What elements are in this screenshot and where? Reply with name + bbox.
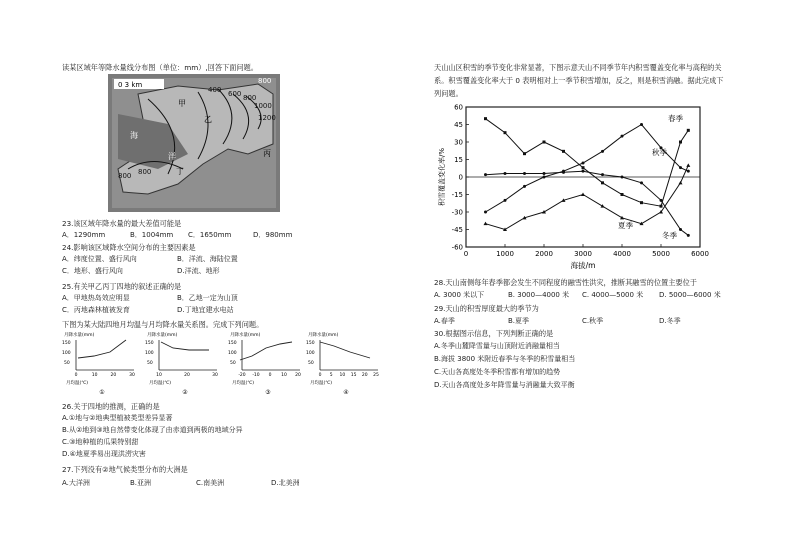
series-label-winter: 冬季 xyxy=(662,231,677,240)
series-point xyxy=(660,205,663,208)
series-point xyxy=(601,181,604,184)
series-point xyxy=(484,173,487,176)
climate-ytick: 150 xyxy=(306,341,315,346)
q24-option-b[interactable]: B．洋流、海陆位置 xyxy=(177,255,238,263)
q28-option-c[interactable]: C. 4000—5000 米 xyxy=(582,291,644,299)
climate-ytick: 50 xyxy=(308,361,314,366)
right-intro-line-3: 列问题。 xyxy=(434,89,463,98)
q25-option-b[interactable]: B．乙地一定为山顶 xyxy=(177,294,238,302)
series-point xyxy=(640,123,643,126)
series-point xyxy=(687,234,690,237)
series-point xyxy=(679,166,682,169)
series-point xyxy=(582,166,585,169)
y-axis-label: 积雪覆盖变化率/% xyxy=(438,147,446,207)
intro-text: 读某区域年等降水量线分布图（单位：mm）,回答下面问题。 xyxy=(62,63,258,72)
q27-option-c[interactable]: C.南美洲 xyxy=(196,479,225,487)
series-point xyxy=(621,193,624,196)
q29-option-b[interactable]: B.夏季 xyxy=(508,317,530,325)
series-point xyxy=(582,162,585,165)
x-tick-label: 3000 xyxy=(574,250,592,258)
q29-option-d[interactable]: D.冬季 xyxy=(659,317,681,325)
climate-xtick: 25 xyxy=(373,373,379,378)
map-label-jia: 甲 xyxy=(178,99,186,108)
y-tick-label: 60 xyxy=(454,103,463,112)
series-point xyxy=(660,199,663,202)
climate-xtick: 10 xyxy=(281,373,287,378)
series-point xyxy=(621,135,624,138)
right-intro-line-2: 系。积雪覆盖变化率大于 0 表明相对上一季节积雪增加，反之，则是积雪消融。据此完成下 xyxy=(434,76,724,85)
climate-ylabel: 月降水量(mm) xyxy=(64,333,95,338)
y-tick-label: -15 xyxy=(451,191,463,199)
climate-ytick: 100 xyxy=(62,351,71,356)
q23-option-b[interactable]: B．1004mm xyxy=(130,231,174,239)
q30-option-d[interactable]: D.天山各高度处多年降雪量与消融量大致平衡 xyxy=(434,381,575,389)
q26-stem: 26.关于四地的推测，正确的是 xyxy=(62,402,160,411)
series-point xyxy=(504,172,507,175)
series-point xyxy=(562,150,565,153)
climate-xlabel: 月均温(℃) xyxy=(66,381,89,386)
climate-chart-number: ③ xyxy=(265,389,271,396)
right-intro-line-1: 天山山区积雪的季节变化非常显著，下图示意天山不同季节年内积雪覆盖变化率与高程的关 xyxy=(434,63,722,72)
climate-xtick: 30 xyxy=(129,373,135,378)
series-point xyxy=(523,185,526,188)
x-tick-label: 1000 xyxy=(496,250,514,258)
climate-xtick: 30 xyxy=(212,373,218,378)
climate-ylabel: 月降水量(mm) xyxy=(230,333,261,338)
q27-option-b[interactable]: B.亚洲 xyxy=(130,479,152,487)
q30-stem: 30.根据图示信息，下列判断正确的是 xyxy=(434,329,554,338)
q24-option-c[interactable]: C．地形、盛行风向 xyxy=(62,267,123,275)
climate-chart-number: ② xyxy=(182,389,188,396)
climate-ytick: 150 xyxy=(228,341,237,346)
series-point xyxy=(543,176,546,179)
q28-option-b[interactable]: B. 3000—4000 米 xyxy=(508,291,570,299)
q28-option-a[interactable]: A. 3000 米以下 xyxy=(434,291,485,299)
contour-label: 800 xyxy=(258,77,272,85)
climate-xtick: 10 xyxy=(156,373,162,378)
q29-option-a[interactable]: A.春季 xyxy=(434,317,455,325)
climate-chart-3 xyxy=(228,330,304,396)
climate-ytick: 150 xyxy=(145,341,154,346)
climate-xlabel: 月均温(℃) xyxy=(232,381,255,386)
climate-xtick: 20 xyxy=(184,373,190,378)
climate-xtick: 10 xyxy=(91,373,98,378)
y-tick-label: -30 xyxy=(451,208,463,217)
climate-xlabel: 月均温(℃) xyxy=(310,381,333,386)
contour-label: 800 xyxy=(243,94,257,102)
series-label-autumn: 秋季 xyxy=(652,148,667,157)
q26-option-d[interactable]: D.④地夏季易出现洪涝灾害 xyxy=(62,450,146,458)
series-point xyxy=(679,228,682,231)
q23-stem: 23.该区域年降水量的最大差值可能是 xyxy=(62,219,182,228)
series-line-2 xyxy=(486,125,689,213)
y-tick-label: 45 xyxy=(454,121,463,129)
map-label-bing: 丙 xyxy=(263,149,271,158)
climate-ylabel: 月降水量(mm) xyxy=(147,333,178,338)
contour-label: 1000 xyxy=(254,102,272,110)
climate-xtick: 0 xyxy=(268,373,272,378)
q26-option-c[interactable]: C.③地种植的瓜果特别甜 xyxy=(62,438,139,446)
q30-option-b[interactable]: B.海拔 3800 米附近春季与冬季的积雪量相当 xyxy=(434,355,576,363)
series-point xyxy=(484,117,487,120)
climate-chart-4 xyxy=(306,330,382,396)
map-label-yang: 洋 xyxy=(168,152,176,161)
map-label-hai: 海 xyxy=(130,131,138,140)
q25-option-d[interactable]: D.丁地宜建水电站 xyxy=(177,306,234,314)
series-point xyxy=(601,150,604,153)
series-point xyxy=(582,170,585,173)
x-tick-label: 4000 xyxy=(613,250,631,258)
series-label-spring: 春季 xyxy=(668,114,683,123)
series-point xyxy=(562,171,565,174)
q30-option-c[interactable]: C.天山各高度处冬季积雪都有增加的趋势 xyxy=(434,368,561,376)
q29-option-c[interactable]: C.秋季 xyxy=(582,317,604,325)
q26-option-b[interactable]: B.从②地到③地自然带变化体现了由赤道到两极的地域分异 xyxy=(62,426,243,434)
q23-option-a[interactable]: A．1290mm xyxy=(62,231,106,239)
series-point xyxy=(484,222,488,226)
climate-xtick: 10 xyxy=(339,373,346,378)
climate-xtick: -20 xyxy=(238,373,246,378)
series-point xyxy=(679,141,682,144)
contour-label: 800 xyxy=(138,168,152,176)
climate-curve xyxy=(240,342,292,360)
q25-option-c[interactable]: C．丙地森林植被发育 xyxy=(62,306,130,314)
q28-stem: 28.天山南侧每年春季都会发生不同程度的融雪性洪灾，推断其融雪的位置主要位于 xyxy=(434,278,697,287)
series-point xyxy=(523,152,526,155)
y-tick-label: 15 xyxy=(454,156,463,164)
contour-label: 600 xyxy=(228,90,242,98)
series-point xyxy=(640,181,643,184)
climate-xtick: 20 xyxy=(361,373,368,378)
q27-option-a[interactable]: A.大洋洲 xyxy=(62,479,90,487)
q25-option-a[interactable]: A．甲地热岛效应明显 xyxy=(62,294,130,302)
q27-option-d[interactable]: D.北美洲 xyxy=(271,479,300,487)
series-point xyxy=(620,216,624,220)
climate-ytick: 50 xyxy=(147,361,153,366)
contour-label: 400 xyxy=(208,86,222,94)
q24-stem: 24.影响该区域降水空间分布的主要因素是 xyxy=(62,243,196,252)
climate-chart-number: ④ xyxy=(343,389,349,396)
series-point xyxy=(542,210,546,214)
snow-cover-chart xyxy=(434,103,714,271)
map-scale: 0 3 km xyxy=(118,81,143,89)
climate-xtick: -10 xyxy=(252,373,260,378)
q28-option-d[interactable]: D. 5000—6000 米 xyxy=(659,291,721,299)
q25-stem: 25.有关甲乙丙丁四地的叙述正确的是 xyxy=(62,282,182,291)
series-point xyxy=(581,193,585,197)
climate-curve xyxy=(78,340,126,358)
contour-label: 1200 xyxy=(258,114,276,122)
climate-ytick: 100 xyxy=(228,351,237,356)
q26-intro: 下图为某大陆四地月均温与月均降水量关系图。完成下列问题。 xyxy=(62,320,264,329)
x-tick-label: 2000 xyxy=(535,250,553,258)
climate-curve xyxy=(161,342,209,350)
series-point xyxy=(543,172,546,175)
q30-option-a[interactable]: A.冬季山麓降雪量与山顶附近消融量相当 xyxy=(434,342,560,350)
climate-chart-number: ① xyxy=(99,389,105,396)
y-tick-label: 30 xyxy=(454,138,463,147)
series-point xyxy=(543,141,546,144)
climate-ytick: 100 xyxy=(306,351,315,356)
series-point xyxy=(621,176,624,179)
climate-curve xyxy=(320,342,370,358)
map-label-yi: 乙 xyxy=(204,115,212,124)
series-label-summer: 夏季 xyxy=(618,221,633,230)
x-tick-label: 6000 xyxy=(691,250,709,258)
climate-ylabel: 月降水量(mm) xyxy=(308,333,339,338)
q29-stem: 29.天山的积雪厚度最大的季节为 xyxy=(434,304,539,313)
climate-xtick: 0 xyxy=(318,373,322,378)
series-point xyxy=(504,199,507,202)
q23-option-d[interactable]: D．980mm xyxy=(253,231,293,239)
y-tick-label: -45 xyxy=(451,226,463,234)
series-point xyxy=(679,181,683,185)
climate-chart-2 xyxy=(145,330,221,396)
series-point xyxy=(484,211,487,214)
q24-option-a[interactable]: A．纬度位置、盛行风向 xyxy=(62,255,137,263)
q27-stem: 27.下列没有②地气候类型分布的大洲是 xyxy=(62,465,188,474)
precipitation-map xyxy=(108,74,280,212)
q24-option-d[interactable]: D.洋流、地形 xyxy=(177,267,220,275)
series-point xyxy=(523,172,526,175)
climate-xtick: 15 xyxy=(350,373,357,378)
x-tick-label: 5000 xyxy=(652,250,670,258)
q26-option-a[interactable]: A.①地与②地典型植被类型差异显著 xyxy=(62,414,173,422)
y-tick-label: -60 xyxy=(451,243,463,252)
climate-xtick: 0 xyxy=(74,373,78,378)
climate-ytick: 50 xyxy=(64,361,70,366)
series-point xyxy=(687,129,690,132)
series-point xyxy=(640,201,643,204)
climate-xtick: 5 xyxy=(329,373,333,378)
series-point xyxy=(687,170,690,173)
series-line-4 xyxy=(486,171,689,235)
map-label-ding: 丁 xyxy=(176,167,184,176)
x-tick-label: 0 xyxy=(463,250,469,258)
climate-xlabel: 月均温(℃) xyxy=(149,381,172,386)
contour-label: 800 xyxy=(118,172,132,180)
climate-xtick: 20 xyxy=(295,373,301,378)
climate-chart-1 xyxy=(62,330,138,396)
series-point xyxy=(601,173,604,176)
series-point xyxy=(686,163,690,167)
series-point xyxy=(504,131,507,134)
y-tick-label: 0 xyxy=(458,173,463,182)
climate-xtick: 20 xyxy=(110,373,117,378)
climate-ytick: 50 xyxy=(230,361,236,366)
x-axis-label: 海拔/m xyxy=(570,261,596,270)
q23-option-c[interactable]: C．1650mm xyxy=(188,231,232,239)
climate-ytick: 150 xyxy=(62,341,71,346)
climate-ytick: 100 xyxy=(145,351,154,356)
